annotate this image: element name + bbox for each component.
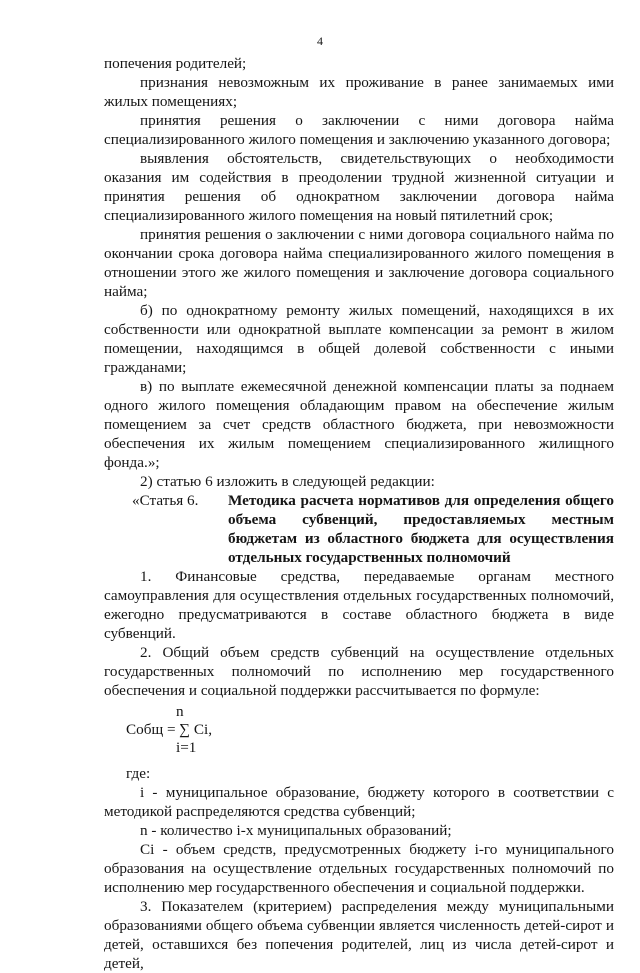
paragraph: 2. Общий объем средств субвенций на осуществление отдельных государственных полномочий по исполнению мер государственного обеспечения и социальной поддержки рассчитывается по формуле: — [104, 644, 614, 699]
paragraph: 3. Показателем (критерием) распределения между муниципальными образованиями общего объема субвенции является численность детей-сирот и детей, оставшихся без попечения родителей, лиц из числа детей-сирот и детей, — [104, 898, 614, 972]
paragraph: 2) статью 6 изложить в следующей редакции: — [140, 473, 435, 490]
formula-upper-limit: n — [176, 703, 184, 720]
definition: i - муниципальное образование, бюджету которого в соответствии с методикой распределяются средства субвенций; — [104, 784, 614, 820]
formula-lower-limit: i=1 — [176, 739, 197, 756]
paragraph: выявления обстоятельств, свидетельствующих о необходимости оказания им содействия в преодолении трудной жизненной ситуации и принятия решения об однократном заключении договора найма специализированного жилого помещения на новый пятилетний срок; — [104, 150, 614, 224]
page-number: 4 — [317, 34, 323, 48]
definition: Ci - объем средств, предусмотренных бюджету i-го муниципального образования на осуществление отдельных государственных полномочий по исполнению мер государственного обеспечения и социальной поддержки. — [104, 841, 614, 896]
article-label: «Статья 6. — [132, 492, 199, 509]
paragraph: признания невозможным их проживание в ранее занимаемых ими жилых помещениях; — [104, 74, 614, 110]
formula-expression: Cобщ = ∑ Ci, — [126, 721, 213, 738]
document-body — [104, 54, 614, 973]
article-heading — [104, 491, 614, 567]
definition: n - количество i-х муниципальных образований; — [140, 822, 452, 839]
paragraph: в) по выплате ежемесячной денежной компенсации платы за поднаем одного жилого помещения обладающим правом на обеспечение жилым помещением за счет средств областного бюджета, при невозможности обеспечения их жилым помещением специализированного жилищного фонда.»; — [104, 378, 614, 471]
paragraph: б) по однократному ремонту жилых помещений, находящихся в их собственности или однократной выплате компенсации за ремонт в жилом помещении, находящимся в общей долевой собственности с иными гражданами; — [104, 302, 614, 376]
paragraph: 1. Финансовые средства, передаваемые органам местного самоуправления для осуществления отдельных государственных полномочий, ежегодно предусматриваются в составе областного бюджета в виде субвенций. — [104, 568, 614, 642]
paragraph: принятия решения о заключении с ними договора социального найма по окончании срока договора найма специализированного жилого помещения в отношении этого же жилого помещения и заключение договора социального найма; — [104, 226, 614, 300]
article-title: Методика расчета нормативов для определения общего объема субвенций, предоставляемых местным бюджетам из областного бюджета для осуществления отдельных государственных полномочий — [228, 492, 614, 566]
formula — [104, 702, 614, 760]
where-label: где: — [126, 765, 151, 782]
paragraph: попечения родителей; — [104, 55, 247, 72]
paragraph: принятия решения о заключении с ними договора найма специализированного жилого помещения и заключению указанного договора; — [104, 112, 614, 148]
